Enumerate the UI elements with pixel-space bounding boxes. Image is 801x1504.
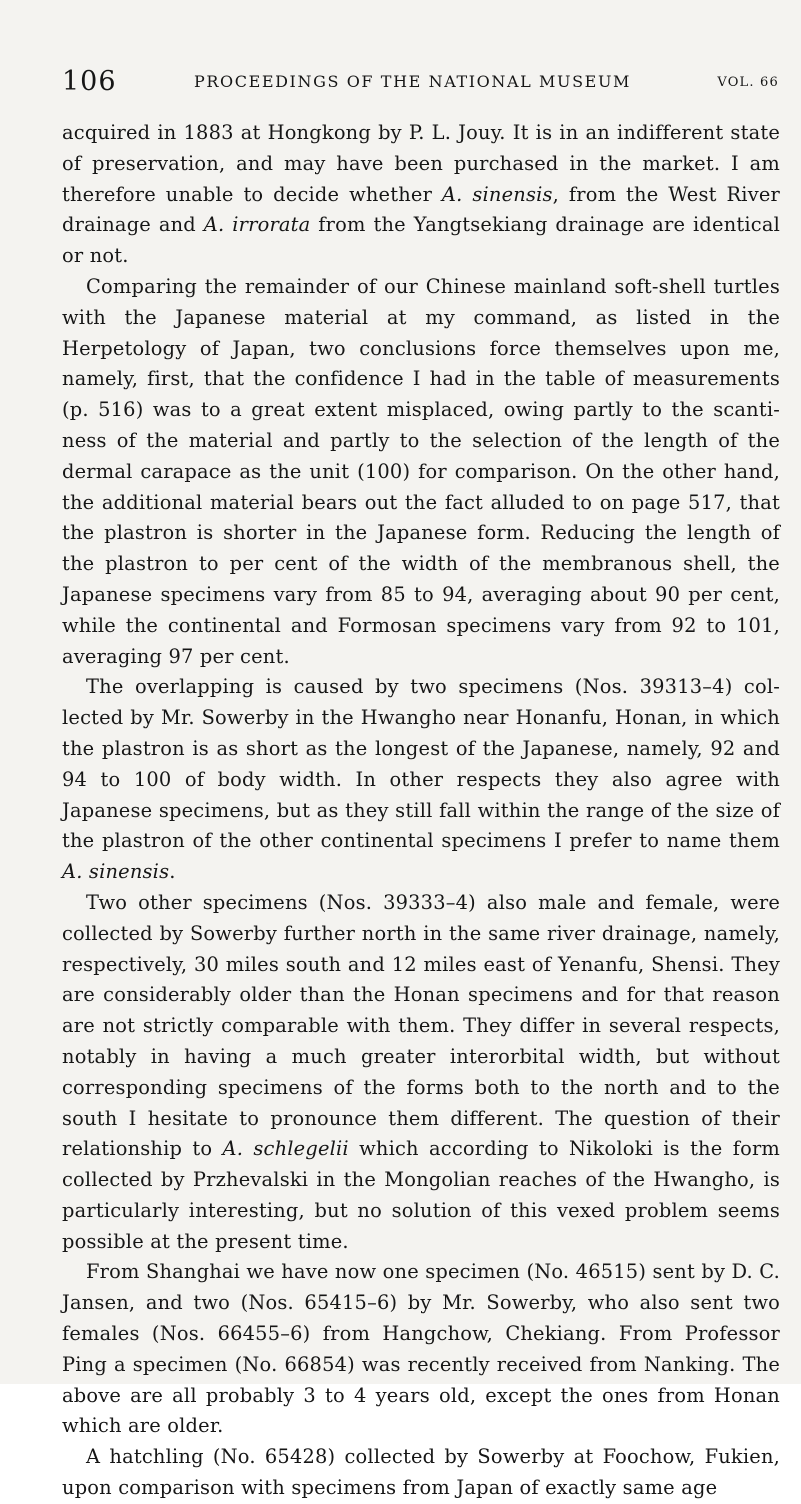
text-run: from the Yangtsekiang drainage are identical or not. xyxy=(62,213,780,268)
paragraph-2 xyxy=(62,272,780,672)
body-text xyxy=(62,118,780,1504)
text-run: Comparing the remainder of our Chinese mainland soft-shell turtles with the Japanese material at my command, as listed in the Herpetology of Japan, two conclusions force themselves upon me, namely, first, that the confidence I had in the table of measurements (p. 516) was to a great extent misplaced, owing partly to the scanti-ness of the material and partly to the selection of the length of the dermal carapace as the unit (100) for comparison. On the other hand, the additional material bears out the fact alluded to on page 517, that the plastron is shorter in the Japanese form. Reducing the length of the plastron to per cent of the width of the membranous shell, the Japanese specimens vary from 85 to 94, averaging about 90 per cent, while the continental and Formosan specimens vary from 92 to 101, averaging 97 per cent. xyxy=(62,274,780,668)
paragraph-1 xyxy=(62,118,780,272)
text-run: Two other specimens (Nos. 39333–4) also male and female, were collected by Sowerby further north in the same river drainage, namely, respectively, 30 miles south and 12 miles east of Yenanfu, Shensi. They are considerably older than the Honan specimens and for that reason are not strictly comparable with them. They differ in several respects, notably in having a much greater interorbital width, but without corresponding specimens of the forms both to the north and to the south I hesitate to pronounce them different. The question of their relationship to xyxy=(62,890,780,1161)
text-run: . xyxy=(169,860,176,884)
paragraph-6 xyxy=(62,1442,780,1504)
species-name: A. schlegelii xyxy=(222,1137,349,1161)
species-name: A. irrorata xyxy=(203,213,311,237)
text-run: A hatchling (No. 65428) collected by Sowerby at Foochow, Fukien, upon comparison with specimens from Japan of exactly same age xyxy=(62,1445,780,1500)
volume-label: VOL. 66 xyxy=(717,75,779,90)
paragraph-5 xyxy=(62,1257,780,1442)
species-name: A. sinensis xyxy=(441,182,553,206)
text-run: which according to Nikoloki is the form collected by Przhevalski in the Mongolian reaches of the Hwangho, is particularly interesting, but no solution of this vexed problem seems possible at the present time. xyxy=(62,1137,780,1253)
species-name: A. sinensis xyxy=(62,860,170,884)
page-header xyxy=(62,64,779,100)
text-run: , from the West River drainage and xyxy=(62,182,780,237)
page-number: 106 xyxy=(62,66,117,97)
text-run: From Shanghai we have now one specimen (No. 46515) sent by D. C. Jansen, and two (Nos. 65415–6) by Mr. Sowerby, who also sent two females (Nos. 66455–6) from Hangchow, Chekiang. From Professor Ping a specimen (No. 66854) was recently received from Nanking. The above are all probably 3 to 4 years old, except the ones from Honan which are older. xyxy=(62,1260,780,1438)
text-run: acquired in 1883 at Hongkong by P. L. Jouy. It is in an indifferent state of preservation, and may have been purchased in the market. I am therefore unable to decide whether xyxy=(62,121,780,206)
text-run: The overlapping is caused by two specimens (Nos. 39313–4) col-lected by Mr. Sowerby in the Hwangho near Honanfu, Honan, in which the plastron is as short as the longest of the Japanese, namely, 92 and 94 to 100 of body width. In other respects they also agree with Japanese specimens, but as they still fall within the range of the size of the plastron of the other continental specimens I prefer to name them xyxy=(62,675,780,853)
running-title: PROCEEDINGS OF THE NATIONAL MUSEUM xyxy=(194,72,632,91)
paragraph-4 xyxy=(62,888,780,1258)
paragraph-3 xyxy=(62,672,780,888)
